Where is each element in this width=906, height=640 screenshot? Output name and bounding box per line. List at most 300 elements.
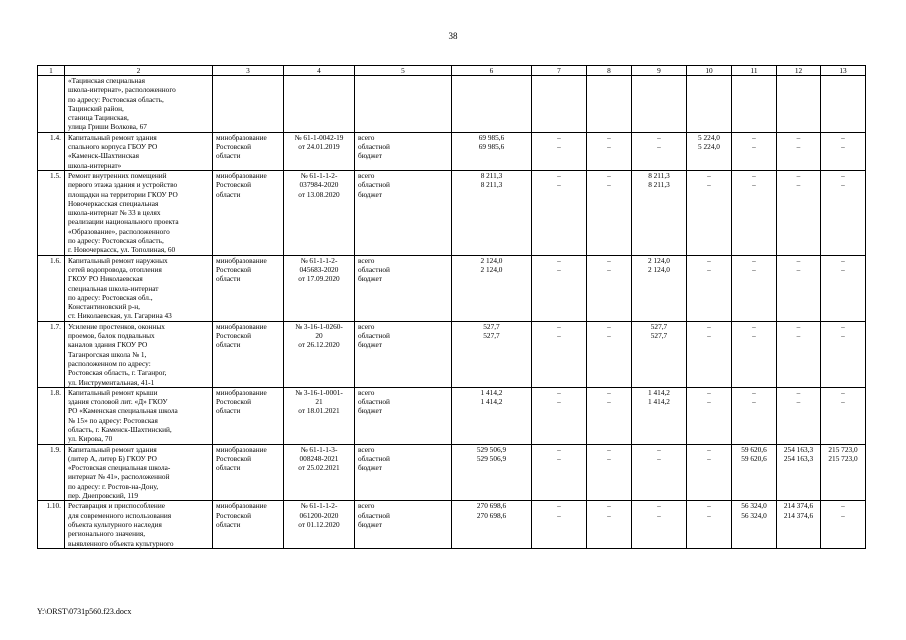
amount-value: –: [657, 132, 661, 142]
row-number-cell: [38, 387, 65, 444]
footer-file-path: Y:\ORST\0731p560.f23.docx: [37, 607, 132, 616]
object-name-line: г. Новочеркасск, ул. Тополиная, 60: [68, 245, 176, 255]
object-name-line: область, г. Каменск-Шахтинский,: [68, 424, 172, 434]
executor-line: минобразование: [216, 170, 267, 180]
row-number: 1.9.: [50, 444, 61, 454]
executor-cell: [213, 132, 284, 170]
amount-value: 527,7: [650, 331, 668, 341]
amount-value: –: [752, 170, 756, 180]
amount-value: –: [707, 510, 711, 520]
amount-value: –: [557, 321, 561, 331]
document-line: от 26.12.2020: [298, 340, 340, 350]
funding-source-line: областной: [358, 331, 390, 341]
table-row: [38, 132, 866, 170]
amount-value: –: [607, 397, 611, 407]
amount-value: –: [796, 142, 801, 152]
amount-value: 215 723,0: [828, 453, 858, 463]
amount-value: 1 414,2: [480, 397, 503, 407]
amount-value: –: [841, 180, 845, 190]
year-amount-cell: [687, 444, 732, 501]
object-name-line: расположенном по адресу:: [68, 358, 151, 368]
amount-value: –: [796, 321, 801, 331]
amount-value: –: [657, 142, 661, 152]
funding-source-line: всего: [358, 387, 375, 397]
year-amount-cell: [632, 170, 687, 255]
amount-value: –: [796, 397, 801, 407]
document-cell: [284, 387, 355, 444]
year-amount-cell: [587, 132, 632, 170]
funding-source-line: бюджет: [358, 189, 382, 199]
amount-value: –: [841, 321, 845, 331]
empty-cell: [213, 76, 284, 133]
object-name-line: Тацинский район,: [68, 103, 124, 113]
year-amount-cell: [821, 501, 866, 548]
object-name-line: по адресу: Ростовская область,: [68, 94, 164, 104]
amount-value: 527,7: [650, 321, 668, 331]
amount-value: 254 163,3: [783, 444, 814, 454]
executor-line: Ростовской: [216, 331, 252, 341]
funding-source-line: бюджет: [358, 406, 382, 416]
amount-value: 215 723,0: [828, 444, 858, 454]
year-amount-cell: [687, 387, 732, 444]
amount-value: –: [707, 180, 711, 190]
document-line: от 25.02.2021: [298, 463, 340, 473]
funding-source-cell: [355, 132, 452, 170]
year-amount-cell: [532, 501, 587, 548]
year-amount-cell: [732, 132, 777, 170]
empty-cell: [587, 76, 632, 133]
funding-source-line: всего: [358, 321, 375, 331]
funding-source-cell: [355, 255, 452, 321]
amount-value: –: [657, 510, 661, 520]
document-cell: [284, 501, 355, 548]
amount-value: –: [607, 453, 611, 463]
object-name-cell: [65, 501, 213, 548]
empty-cell: [284, 76, 355, 133]
amount-value: 270 698,6: [476, 501, 507, 511]
object-name-cell: [65, 444, 213, 501]
document-line: 20: [315, 331, 323, 341]
page-number: 38: [448, 31, 458, 41]
executor-cell: [213, 501, 284, 548]
object-name-line: площадки на территории ГКОУ РО: [68, 189, 178, 199]
document-line: 008248-2021: [299, 453, 339, 463]
column-number: 10: [687, 66, 732, 76]
object-name-line: (литер А, литер Б) ГКОУ РО: [68, 453, 157, 463]
object-name-line: № 15» по адресу: Ростовская: [68, 415, 158, 425]
funding-source-line: бюджет: [358, 519, 382, 529]
object-name-line: первого этажа здания и устройство: [68, 180, 178, 190]
amount-value: –: [707, 255, 711, 265]
funding-source-line: областной: [358, 510, 390, 520]
amount-value: –: [707, 264, 711, 274]
object-name-line: пер. Днепровский, 119: [68, 491, 139, 501]
amount-value: –: [557, 387, 561, 397]
total-amount-cell: [452, 170, 532, 255]
row-number-cell: [38, 255, 65, 321]
column-number: 11: [732, 66, 777, 76]
row-number: 1.5.: [50, 170, 61, 180]
column-number: 3: [213, 66, 284, 76]
amount-value: –: [796, 170, 801, 180]
year-amount-cell: [632, 387, 687, 444]
object-name-line: регионального значения,: [68, 529, 146, 539]
year-amount-cell: [821, 387, 866, 444]
object-name-line: Капитальный ремонт наружных: [68, 255, 168, 265]
document-line: № 61-1-1-2-: [300, 170, 338, 180]
year-amount-cell: [687, 255, 732, 321]
object-name-line: по адресу: г. Ростов-на-Дону,: [68, 481, 159, 491]
object-name-line: специальная школа-интернат: [68, 283, 159, 293]
year-amount-cell: [587, 387, 632, 444]
empty-cell: [452, 76, 532, 133]
funding-source-line: бюджет: [358, 340, 382, 350]
executor-line: области: [216, 406, 241, 416]
empty-cell: [355, 76, 452, 133]
year-amount-cell: [587, 170, 632, 255]
amount-value: –: [707, 170, 711, 180]
funding-source-cell: [355, 444, 452, 501]
year-amount-cell: [777, 132, 821, 170]
amount-value: 270 698,6: [476, 510, 507, 520]
executor-cell: [213, 321, 284, 387]
column-number: 8: [587, 66, 632, 76]
year-amount-cell: [532, 255, 587, 321]
executor-line: Ростовской: [216, 180, 252, 190]
empty-cell: [632, 76, 687, 133]
funding-source-line: областной: [358, 397, 390, 407]
year-amount-cell: [821, 170, 866, 255]
year-amount-cell: [821, 444, 866, 501]
year-amount-cell: [587, 444, 632, 501]
amount-value: –: [607, 180, 611, 190]
document-line: 061200-2020: [299, 510, 339, 520]
amount-value: 214 374,6: [783, 510, 814, 520]
document-line: № 61-1-1-2-: [300, 501, 338, 511]
column-number: 6: [452, 66, 532, 76]
amount-value: –: [607, 170, 611, 180]
row-number-cell: [38, 132, 65, 170]
executor-line: области: [216, 519, 241, 529]
document-line: от 01.12.2020: [298, 519, 340, 529]
amount-value: –: [607, 321, 611, 331]
amount-value: –: [607, 444, 611, 454]
object-name-line: Усиление простенков, оконных: [68, 321, 165, 331]
amount-value: –: [607, 510, 611, 520]
amount-value: 5 224,0: [698, 132, 720, 142]
amount-value: –: [796, 255, 801, 265]
year-amount-cell: [632, 132, 687, 170]
object-name-line: по адресу: Ростовская обл.,: [68, 292, 153, 302]
row-number: 1.4.: [50, 132, 61, 142]
amount-value: –: [557, 453, 561, 463]
document-line: № 3-16-1-0001-: [295, 387, 343, 397]
funding-source-line: всего: [358, 170, 375, 180]
amount-value: 2 124,0: [480, 255, 503, 265]
document-cell: [284, 444, 355, 501]
amount-value: 254 163,3: [783, 453, 814, 463]
object-name-cell: [65, 76, 213, 133]
funding-source-cell: [355, 501, 452, 548]
amount-value: –: [841, 501, 845, 511]
amount-value: –: [607, 501, 611, 511]
amount-value: –: [796, 331, 801, 341]
amount-value: –: [841, 264, 845, 274]
object-name-line: интернат № 41», расположенной: [68, 472, 170, 482]
amount-value: –: [752, 180, 756, 190]
year-amount-cell: [632, 321, 687, 387]
document-line: от 18.01.2021: [298, 406, 340, 416]
amount-value: 59 620,6: [741, 453, 767, 463]
row-number-cell: [38, 501, 65, 548]
column-number: 9: [632, 66, 687, 76]
table-row: [38, 387, 866, 444]
year-amount-cell: [732, 444, 777, 501]
object-name-line: реализации национального проекта: [68, 217, 179, 227]
year-amount-cell: [777, 444, 821, 501]
header-row: [38, 66, 866, 76]
amount-value: 529 506,9: [476, 453, 507, 463]
object-name-line: ул. Кирова, 70: [68, 434, 113, 444]
row-number: 1.7.: [50, 321, 61, 331]
empty-cell: [821, 76, 866, 133]
object-name-line: школа-интернат»: [68, 160, 122, 170]
amount-value: –: [607, 331, 611, 341]
year-amount-cell: [777, 170, 821, 255]
executor-line: Ростовской: [216, 453, 252, 463]
amount-value: –: [607, 255, 611, 265]
document-cell: [284, 321, 355, 387]
amount-value: –: [707, 397, 711, 407]
amount-value: –: [752, 331, 756, 341]
executor-line: Ростовской: [216, 142, 252, 152]
empty-cell: [532, 76, 587, 133]
year-amount-cell: [532, 321, 587, 387]
amount-value: –: [707, 444, 711, 454]
amount-value: –: [557, 444, 561, 454]
amount-value: –: [707, 387, 711, 397]
year-amount-cell: [821, 132, 866, 170]
executor-line: области: [216, 151, 241, 161]
object-name-cell: [65, 255, 213, 321]
amount-value: 59 620,6: [741, 444, 767, 454]
amount-value: –: [796, 132, 801, 142]
object-name-line: спального корпуса ГБОУ РО: [68, 142, 158, 152]
year-amount-cell: [687, 170, 732, 255]
table-row: [38, 444, 866, 501]
row-number: 1.10.: [46, 501, 61, 511]
amount-value: 56 324,0: [741, 510, 767, 520]
document-cell: [284, 132, 355, 170]
executor-cell: [213, 170, 284, 255]
object-name-cell: [65, 132, 213, 170]
year-amount-cell: [821, 255, 866, 321]
object-name-line: здания столовой лит. «Д» ГКОУ: [68, 397, 168, 407]
year-amount-cell: [821, 321, 866, 387]
year-amount-cell: [777, 387, 821, 444]
amount-value: –: [796, 264, 801, 274]
executor-line: области: [216, 340, 241, 350]
object-name-cell: [65, 387, 213, 444]
amount-value: –: [707, 321, 711, 331]
object-name-line: ст. Николаевская, ул. Гагарина 43: [68, 311, 172, 321]
amount-value: 69 985,6: [478, 142, 505, 152]
object-name-line: «Тацинская специальная: [68, 76, 145, 85]
funding-source-line: областной: [358, 264, 390, 274]
object-name-line: сетей водопровода, отопления: [68, 264, 162, 274]
amount-value: –: [841, 397, 845, 407]
table-row: [38, 170, 866, 255]
amount-value: –: [752, 321, 756, 331]
year-amount-cell: [732, 321, 777, 387]
amount-value: –: [841, 255, 845, 265]
executor-line: минобразование: [216, 255, 267, 265]
amount-value: –: [557, 180, 561, 190]
amount-value: –: [841, 510, 845, 520]
document-line: № 3-16-1-0260-: [295, 321, 343, 331]
amount-value: 529 506,9: [476, 444, 507, 454]
object-name-line: Таганрогская школа № 1,: [68, 349, 147, 359]
amount-value: –: [557, 170, 561, 180]
total-amount-cell: [452, 321, 532, 387]
executor-line: области: [216, 189, 241, 199]
year-amount-cell: [777, 321, 821, 387]
amount-value: 527,7: [483, 331, 500, 341]
document-line: № 61-1-0042-19: [294, 132, 344, 142]
amount-value: 2 124,0: [480, 264, 503, 274]
year-amount-cell: [732, 501, 777, 548]
amount-value: 8 211,3: [480, 180, 503, 190]
object-name-line: Реставрация и приспособление: [68, 501, 165, 511]
executor-line: Ростовской: [216, 397, 252, 407]
document-line: № 61-1-1-3-: [300, 444, 338, 454]
object-name-line: объекта культурного наследия: [68, 519, 162, 529]
table-body: [38, 66, 866, 549]
table-row: [38, 255, 866, 321]
executor-line: области: [216, 274, 241, 284]
document-line: 037984-2020: [299, 180, 339, 190]
amount-value: –: [607, 264, 611, 274]
amount-value: –: [796, 387, 801, 397]
year-amount-cell: [587, 321, 632, 387]
year-amount-cell: [532, 387, 587, 444]
column-number: 4: [284, 66, 355, 76]
amount-value: –: [557, 264, 561, 274]
total-amount-cell: [452, 444, 532, 501]
funding-source-line: бюджет: [358, 151, 382, 161]
executor-cell: [213, 255, 284, 321]
year-amount-cell: [732, 255, 777, 321]
object-name-line: улица Гриши Волкова, 67: [68, 122, 147, 132]
year-amount-cell: [732, 170, 777, 255]
year-amount-cell: [587, 255, 632, 321]
funding-source-cell: [355, 387, 452, 444]
column-number: 7: [532, 66, 587, 76]
year-amount-cell: [587, 501, 632, 548]
amount-value: 527,7: [483, 321, 500, 331]
object-name-line: станица Тацинская,: [68, 113, 129, 123]
object-name-cell: [65, 170, 213, 255]
year-amount-cell: [732, 387, 777, 444]
row-number: 1.6.: [50, 255, 61, 265]
amount-value: 8 211,3: [480, 170, 503, 180]
empty-cell: [687, 76, 732, 133]
amount-value: –: [841, 387, 845, 397]
object-name-line: школа-интернат», расположенного: [68, 85, 176, 95]
executor-line: Ростовской: [216, 264, 252, 274]
column-number: 13: [821, 66, 866, 76]
object-name-line: «Ростовская специальная школа-: [68, 463, 171, 473]
executor-cell: [213, 444, 284, 501]
object-name-line: для современного использования: [68, 510, 172, 520]
executor-line: минобразование: [216, 321, 267, 331]
amount-value: 56 324,0: [741, 501, 767, 511]
amount-value: –: [657, 501, 661, 511]
year-amount-cell: [777, 255, 821, 321]
amount-value: 1 414,2: [648, 387, 670, 397]
funding-source-line: бюджет: [358, 463, 382, 473]
executor-line: Ростовской: [216, 510, 252, 520]
object-name-line: по адресу: Ростовская область,: [68, 236, 164, 246]
financing-table: [37, 65, 866, 549]
amount-value: –: [752, 142, 756, 152]
empty-cell: [777, 76, 821, 133]
object-name-line: Ростовская область, г. Таганрог,: [68, 368, 167, 378]
funding-source-cell: [355, 170, 452, 255]
total-amount-cell: [452, 132, 532, 170]
funding-source-line: всего: [358, 501, 375, 511]
amount-value: –: [752, 387, 756, 397]
amount-value: –: [557, 501, 561, 511]
amount-value: 8 211,3: [648, 170, 670, 180]
row-number-cell: [38, 321, 65, 387]
object-name-line: ул. Инструментальная, 41-1: [68, 377, 155, 387]
amount-value: 2 124,0: [648, 255, 670, 265]
executor-cell: [213, 387, 284, 444]
table-row: [38, 76, 866, 133]
amount-value: –: [657, 444, 661, 454]
object-name-line: ГКОУ РО Николаевская: [68, 274, 143, 284]
column-number: 2: [65, 66, 213, 76]
object-name-cell: [65, 321, 213, 387]
object-name-line: РО «Каменская специальная школа: [68, 406, 178, 416]
executor-line: области: [216, 463, 241, 473]
document-line: от 24.01.2019: [298, 142, 340, 152]
object-name-line: Ремонт внутренних помещений: [68, 170, 167, 180]
amount-value: –: [841, 142, 845, 152]
object-name-line: Константиновский р-н,: [68, 302, 140, 312]
year-amount-cell: [632, 255, 687, 321]
amount-value: 1 414,2: [648, 397, 670, 407]
total-amount-cell: [452, 387, 532, 444]
document-line: № 61-1-1-2-: [300, 255, 338, 265]
amount-value: 8 211,3: [648, 180, 670, 190]
row-number: 1.8.: [50, 387, 61, 397]
funding-source-line: областной: [358, 180, 390, 190]
year-amount-cell: [687, 501, 732, 548]
amount-value: –: [841, 132, 845, 142]
funding-source-line: областной: [358, 453, 390, 463]
table-row: [38, 501, 866, 548]
year-amount-cell: [687, 132, 732, 170]
amount-value: –: [796, 180, 801, 190]
empty-cell: [732, 76, 777, 133]
amount-value: –: [752, 132, 756, 142]
funding-source-line: всего: [358, 255, 375, 265]
object-name-line: «Каменск-Шахтинская: [68, 151, 139, 161]
amount-value: –: [707, 453, 711, 463]
executor-line: минобразование: [216, 501, 267, 511]
